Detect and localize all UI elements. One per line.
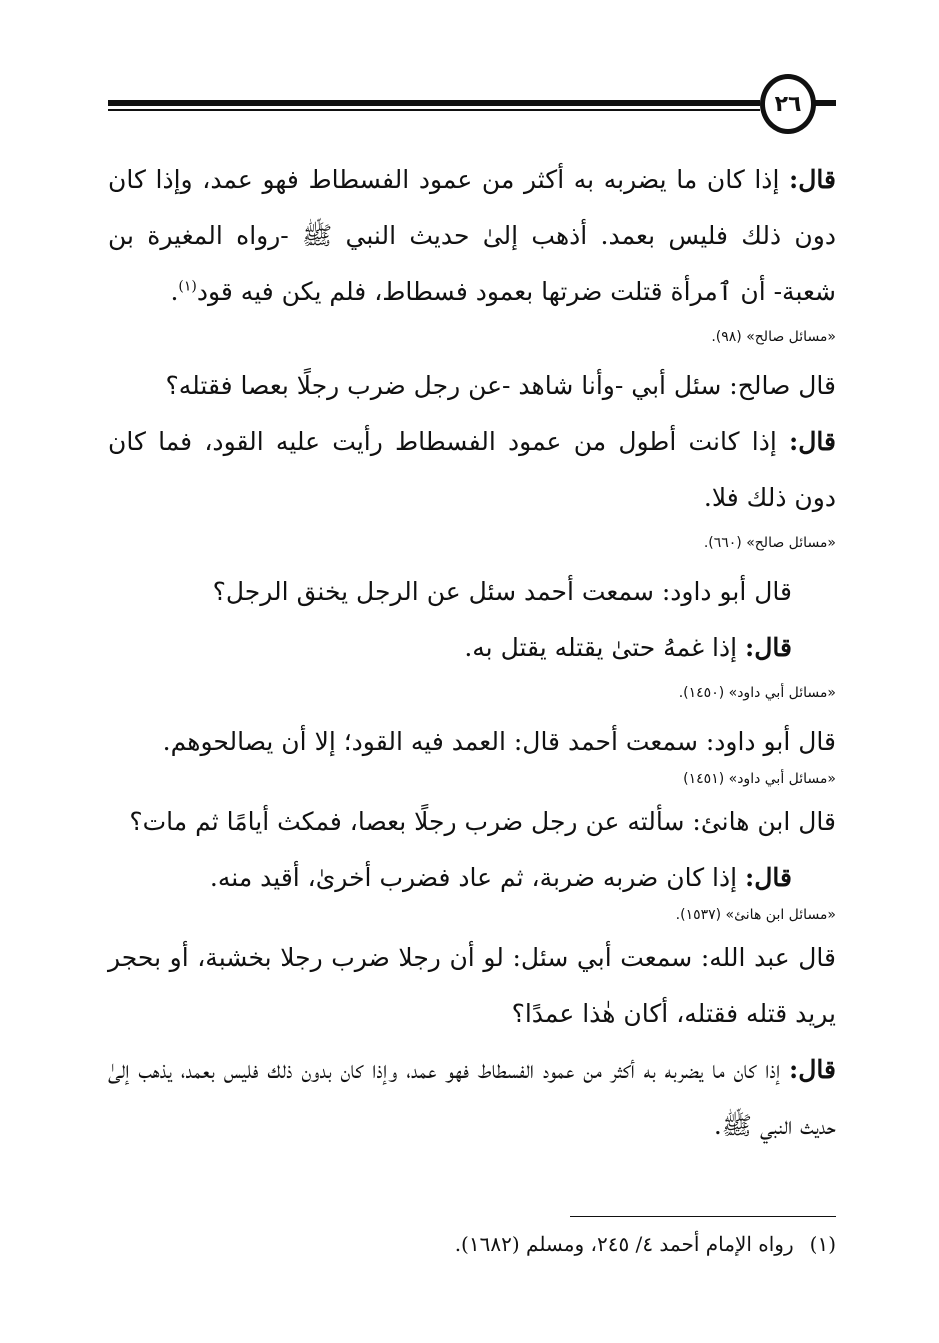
paragraph-question: قال صالح: سئل أبي -وأنا شاهد -عن رجل ضرب رجلًا بعصا فقتله؟	[165, 371, 836, 400]
header-rule-thin	[108, 109, 760, 111]
source-reference: «مسائل أبي داود» (١٤٥٠).	[678, 685, 836, 701]
header-rule-thick	[108, 100, 760, 106]
source-reference: «مسائل ابن هانئ» (١٥٣٧).	[675, 907, 836, 923]
paragraph-text: إذا كان ما يضربه به أكثر من عمود الفسطاط فهو عمد، وإذا كان بدون ذلك فليس بعمد، يذهب إلىٰ حديث النبي ﷺ.	[108, 1055, 836, 1140]
header-rule-tail	[814, 100, 836, 106]
footnote	[108, 1226, 836, 1262]
speaker-label: قال:	[789, 1055, 836, 1084]
page-header	[108, 74, 836, 140]
footnote-text: رواه الإمام أحمد ٤/ ٢٤٥، ومسلم (١٦٨٢).	[454, 1232, 794, 1256]
speaker-label: قال:	[745, 633, 792, 662]
paragraph-question: قال عبد الله: سمعت أبي سئل: لو أن رجلا ضرب رجلا بخشبة، أو بحجر يريد قتله فقتله، أكان هٰذا عمدًا؟	[108, 943, 836, 1028]
footnote-marker[interactable]: (١)	[178, 278, 197, 295]
paragraph-question: قال أبو داود: سمعت أحمد قال: العمد فيه القود؛ إلا أن يصالحوهم.	[162, 727, 836, 756]
source-reference: «مسائل صالح» (٦٦٠).	[703, 535, 836, 551]
source-reference: «مسائل أبي داود» (١٤٥١)	[683, 771, 836, 787]
header-double-rule	[108, 100, 760, 110]
footnote-separator	[570, 1216, 836, 1217]
speaker-label: قال:	[789, 427, 836, 456]
paragraph-text: إذا غمهُ حتىٰ يقتله يقتل به.	[464, 633, 746, 662]
paragraph-text: إذا كان ما يضربه به أكثر من عمود الفسطاط فهو عمد، وإذا كان دون ذلك فليس بعمد. أذهب إلىٰ حديث النبي ﷺ -رواه المغيرة بن شعبة- أن ٱمرأة قتلت ضرتها بعمود فسطاط، فلم يكن فيه قود	[108, 165, 836, 306]
paragraph-text: إذا كان ضربه ضربة، ثم عاد فضرب أخرىٰ، أقيد منه.	[209, 863, 746, 892]
paragraph-tail: .	[170, 277, 179, 306]
page-body	[108, 152, 836, 1154]
paragraph-question: قال أبو داود: سمعت أحمد سئل عن الرجل يخنق الرجل؟	[212, 577, 792, 606]
paragraph-answer	[108, 152, 836, 320]
paragraph-answer	[108, 850, 836, 906]
page-number-badge	[760, 74, 816, 134]
speaker-label: قال:	[789, 165, 836, 194]
paragraph-answer	[108, 620, 836, 676]
paragraph-question: قال ابن هانئ: سألته عن رجل ضرب رجلًا بعصا، فمكث أيامًا ثم مات؟	[129, 807, 836, 836]
speaker-label: قال:	[745, 863, 792, 892]
paragraph-answer	[108, 1042, 836, 1154]
source-reference: «مسائل صالح» (٩٨).	[711, 329, 836, 345]
page-number: ٢٦	[774, 91, 802, 117]
paragraph-answer	[108, 414, 836, 526]
paragraph-text: إذا كانت أطول من عمود الفسطاط رأيت عليه القود، فما كان دون ذلك فلا.	[108, 427, 836, 512]
footnote-number: (١)	[809, 1232, 836, 1256]
